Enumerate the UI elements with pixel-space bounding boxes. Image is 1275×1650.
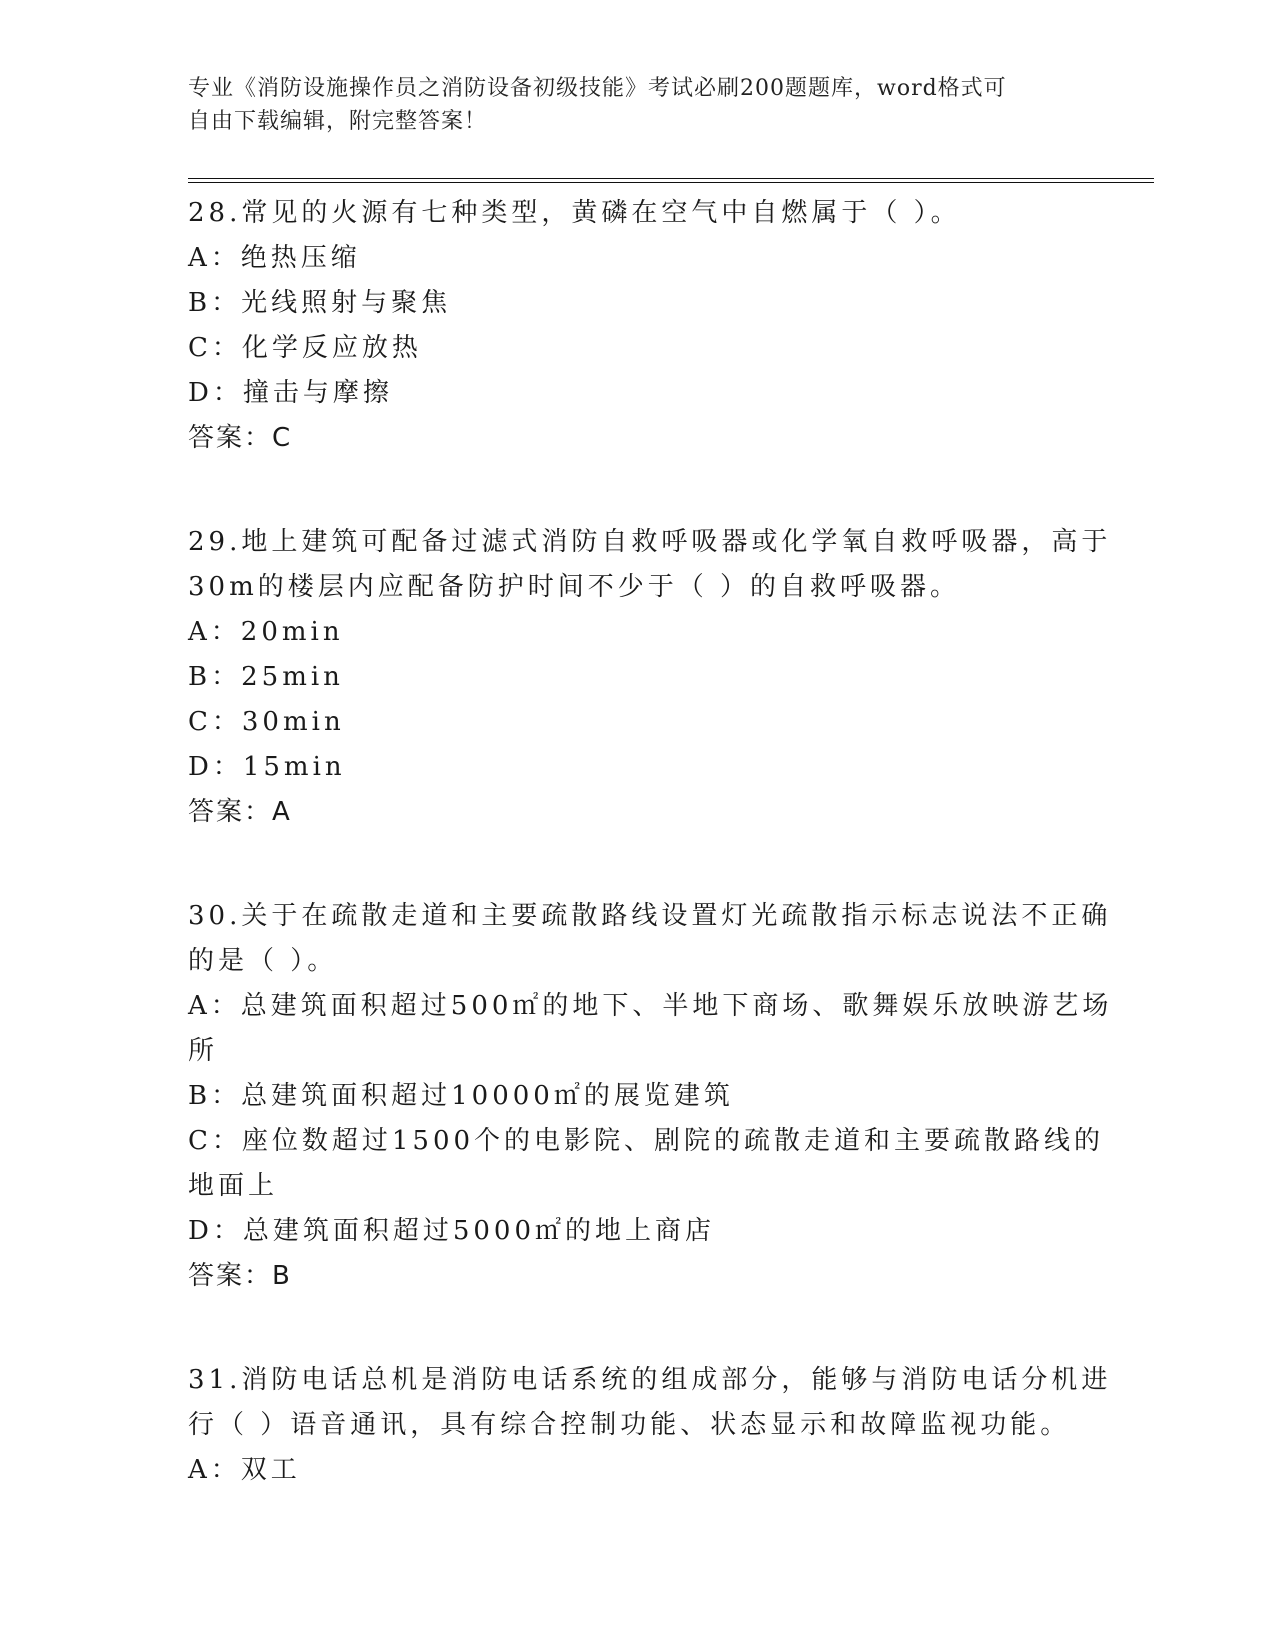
header-line-1: 专业《消防设施操作员之消防设备初级技能》考试必刷200题题库，word格式可 [188, 76, 1007, 101]
answer-line [188, 790, 1088, 835]
answer-value: C [272, 423, 293, 453]
option-c-continued: 地面上 [188, 1171, 279, 1201]
option-a: A：20min [188, 617, 344, 647]
option-b: B：总建筑面积超过10000㎡的展览建筑 [188, 1081, 734, 1111]
option-a: A：绝热压缩 [188, 243, 361, 273]
option-a: A：双工 [188, 1455, 301, 1485]
option-b: B：25min [188, 662, 344, 692]
answer-line [188, 1254, 1088, 1299]
answer-value: B [272, 1261, 292, 1291]
question-stem-line: 行（ ）语音通讯，具有综合控制功能、状态显示和故障监视功能。 [188, 1410, 1071, 1440]
question-28 [188, 191, 1088, 461]
option-d: D：15min [188, 752, 346, 782]
question-list [188, 191, 1113, 1493]
option-a-continued: 所 [188, 1036, 219, 1066]
question-stem-line: 30m的楼层内应配备防护时间不少于（ ）的自救呼吸器。 [188, 572, 961, 602]
question-stem-line: 的是（ ）。 [188, 946, 338, 976]
question-stem-line: 30.关于在疏散走道和主要疏散路线设置灯光疏散指示标志说法不正确 [188, 901, 1112, 931]
document-header [188, 72, 1068, 138]
question-29 [188, 520, 1112, 835]
option-d: D：撞击与摩擦 [188, 378, 393, 408]
header-divider [188, 178, 1154, 183]
answer-label: 答案： [188, 1261, 273, 1291]
answer-label: 答案： [188, 423, 273, 453]
answer-value: A [272, 797, 292, 827]
answer-label: 答案： [188, 797, 273, 827]
question-stem-line: 28.常见的火源有七种类型，黄磷在空气中自燃属于（ ）。 [188, 198, 961, 228]
option-d: D：总建筑面积超过5000㎡的地上商店 [188, 1216, 716, 1246]
header-line-2: 自由下载编辑，附完整答案！ [188, 109, 488, 134]
question-stem-line: 31.消防电话总机是消防电话系统的组成部分，能够与消防电话分机进 [188, 1365, 1112, 1395]
question-31 [188, 1358, 1112, 1493]
question-30 [188, 894, 1113, 1299]
option-a: A：总建筑面积超过500㎡的地下、半地下商场、歌舞娱乐放映游艺场 [188, 991, 1113, 1021]
option-c: C：座位数超过1500个的电影院、剧院的疏散走道和主要疏散路线的 [188, 1126, 1105, 1156]
question-stem-line: 29.地上建筑可配备过滤式消防自救呼吸器或化学氧自救呼吸器，高于 [188, 527, 1112, 557]
option-c: C：30min [188, 707, 345, 737]
answer-line [188, 416, 1088, 461]
option-b: B：光线照射与聚焦 [188, 288, 452, 318]
option-c: C：化学反应放热 [188, 333, 422, 363]
